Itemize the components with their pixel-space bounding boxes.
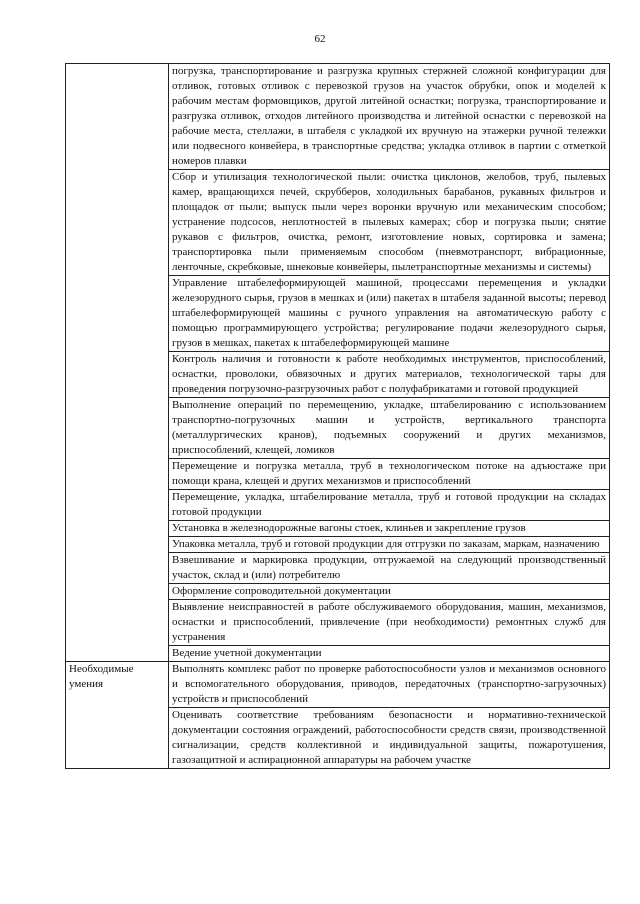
table-cell <box>169 708 610 769</box>
item-text: Выявление неисправностей в работе обслуживаемого оборудования, машин, механизмов, оснастки и приспособлений, привлечение (при необходимости) ремонтных служб для устранения <box>172 601 606 643</box>
item-text: Сбор и утилизация технологической пыли: очистка циклонов, желобов, труб, пылевых камер, вращающихся печей, скрубберов, холодильных барабанов, рукавных фильтров и площадок от пыли; выпуск пыли через воронки вручную или механическим способом; устранение подсосов, неплотностей в пылевых камерах; сбор и погрузка пыли; снятие рукавов с фильтров, очистка, ремонт, изготовление новых, сортировка и замена; транспортировка пыли применяемым способом (пневмотранспорт, вибрационные, ленточные, скребковые, шнековые конвейеры, пылетранспортные механизмы и системы) <box>172 171 606 273</box>
table-cell <box>169 490 610 521</box>
table-cell <box>169 276 610 352</box>
section-label-required-skills: Необходимые умения <box>66 662 169 769</box>
item-text: Оценивать соответствие требованиям безопасности и нормативно-технической документации состояния ограждений, работоспособности средств связи, производственной сигнализации, средств коллективной и индивидуальной защиты, пожаротушения, газозащитной и аспирационной аппаратуры на рабочем участке <box>172 709 606 766</box>
item-text: Выполнять комплекс работ по проверке работоспособности узлов и механизмов основного и вспомогательного оборудования, приводов, передаточных (транспортно-загрузочных) устройств и приспособлений <box>172 663 606 705</box>
table-cell <box>169 662 610 708</box>
item-text: Взвешивание и маркировка продукции, отгружаемой на следующий производственный участок, склад и (или) потребителю <box>172 554 606 581</box>
table-cell <box>169 170 610 276</box>
table-cell <box>169 459 610 490</box>
table-cell <box>169 398 610 459</box>
item-text: Установка в железнодорожные вагоны стоек, клиньев и закрепление грузов <box>172 522 526 534</box>
item-text: Упаковка металла, труб и готовой продукции для отгрузки по заказам, маркам, назначению <box>172 538 600 550</box>
item-text: Оформление сопроводительной документации <box>172 585 391 597</box>
item-text: Перемещение, укладка, штабелирование металла, труб и готовой продукции на складах готовой продукции <box>172 491 606 518</box>
item-text: Выполнение операций по перемещению, укладке, штабелированию с использованием транспортно-погрузочных машин и устройств, вертикального транспорта (металлургических кранов), подъемных сооружений и других механизмов, приспособлений, клещей, ломиков <box>172 399 606 456</box>
item-text: Контроль наличия и готовности к работе необходимых инструментов, приспособлений, оснастки, проволоки, обвязочных и других материалов, технологической тары для проведения погрузочно-разгрузочных работ с полуфабрикатами и готовой продукцией <box>172 353 606 395</box>
table-cell <box>169 600 610 646</box>
table-cell <box>169 537 610 553</box>
table-cell <box>169 352 610 398</box>
table-row <box>66 64 610 170</box>
table-row <box>66 662 610 708</box>
page-number: 62 <box>314 33 326 45</box>
competency-table <box>65 63 610 769</box>
table-cell <box>169 584 610 600</box>
item-text: погрузка, транспортирование и разгрузка крупных стержней сложной конфигурации для отливок, готовых отливок с перевозкой грузов на участок обрубки, опок и моделей к рабочим местам формовщиков, другой литейной оснастки; погрузка, транспортирование и разгрузка отливок, отходов литейного производства и литейной оснастки с перевозкой на рабочие места, стеллажи, в штабеля с укладкой их вручную на этажерки ручной тележки или подвесного конвейера, в транспортные средства; укладка отливок в партии с отметкой номеров плавки <box>172 65 606 167</box>
table-cell <box>169 64 610 170</box>
table-cell <box>169 521 610 537</box>
item-text: Перемещение и погрузка металла, труб в технологическом потоке на адъюстаже при помощи крана, клещей и других механизмов и приспособлений <box>172 460 606 487</box>
table-cell <box>169 646 610 662</box>
item-text: Управление штабелеформирующей машиной, процессами перемещения и укладки железорудного сырья, грузов в мешках и (или) пакетах в штабеля заданной высоты; перевод штабелеформирующей машины с ручного управления на автоматическую работу с помощью программирующего устройства; регулирование подачи железорудного сырья, грузов в мешках, пакетах к штабелеформирующей машине <box>172 277 606 349</box>
section-label <box>66 64 169 662</box>
table-cell <box>169 553 610 584</box>
item-text: Ведение учетной документации <box>172 647 322 659</box>
